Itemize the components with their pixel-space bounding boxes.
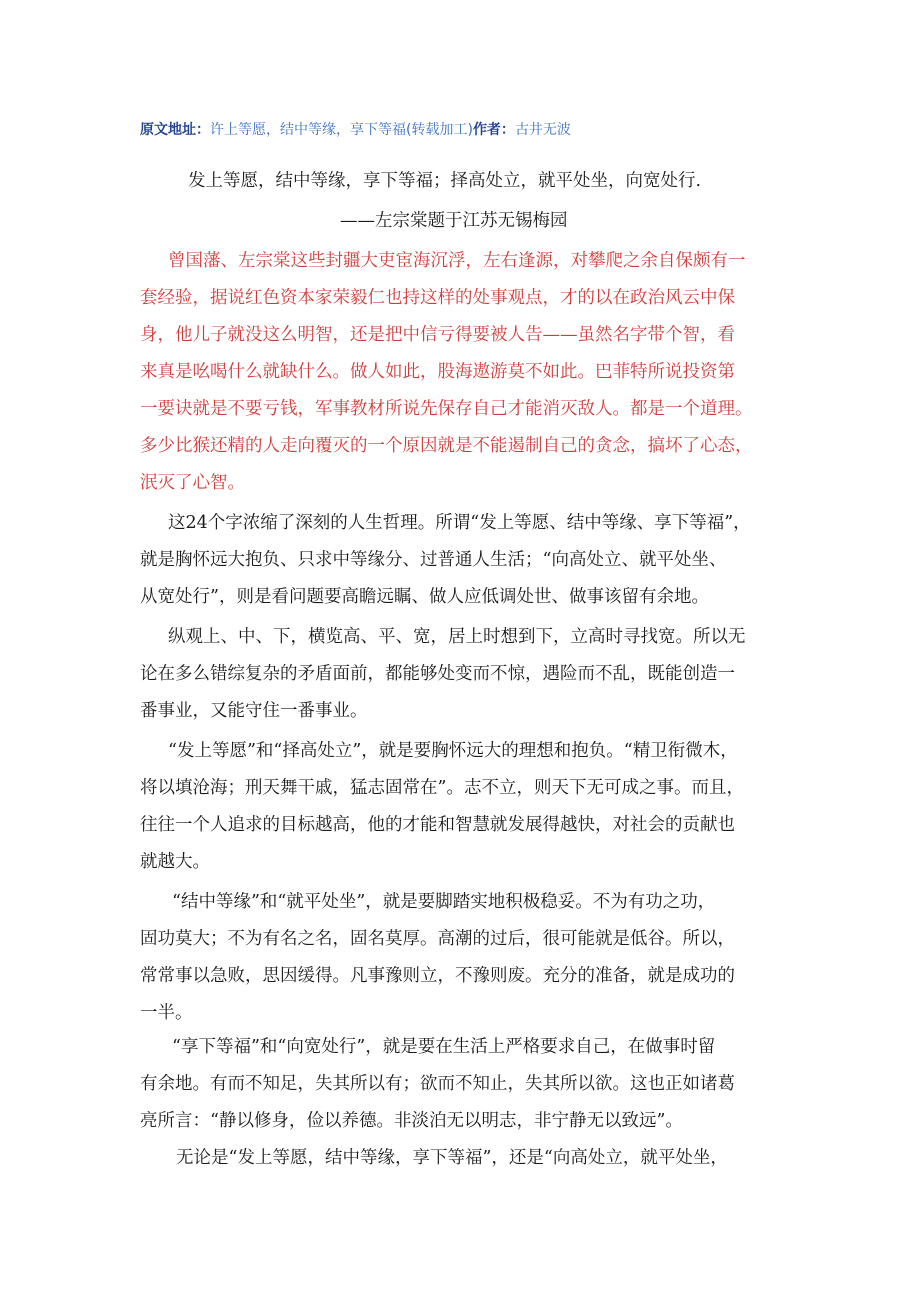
paragraph-middle bbox=[140, 884, 790, 1032]
paragraph-line: 番事业，又能守住一番事业。 bbox=[140, 701, 368, 721]
paragraph-line: 常常事以急败，思因缓得。凡事豫则立，不豫则废。充分的准备，就是成功的 bbox=[140, 966, 735, 986]
paragraph-line: 一要诀就是不要亏钱，军事教材所说先保存自己才能消灭敌人。都是一个道理。 bbox=[140, 399, 753, 419]
paragraph-upper bbox=[140, 733, 790, 881]
source-line bbox=[140, 120, 800, 140]
paragraph-line: 身，他儿子就没这么明智，还是把中信亏得要被人告——虽然名字带个智，看 bbox=[140, 325, 735, 345]
paragraph-line: 曾国藩、左宗棠这些封疆大吏宦海沉浮，左右逢源，对攀爬之余自保颇有一 bbox=[168, 251, 746, 271]
title-quote: 发上等愿，结中等缘，享下等福；择高处立，就平处坐，向宽处行. bbox=[188, 171, 702, 191]
paragraph-line: 一半。 bbox=[140, 1003, 193, 1023]
paragraph-lower bbox=[140, 1029, 790, 1140]
paragraph-line: 就是胸怀远大抱负、只求中等缘分、过普通人生活；“向高处立、就平处坐、 bbox=[140, 550, 727, 570]
author-link[interactable]: 古井无波 bbox=[514, 122, 571, 138]
paragraph-commentary bbox=[140, 243, 790, 502]
author-label: 作者： bbox=[472, 122, 515, 138]
paragraph-line: 无论是“发上等愿，结中等缘，享下等福”，还是“向高处立，就平处坐， bbox=[176, 1148, 728, 1168]
paragraph-overview bbox=[140, 619, 790, 730]
paragraph-line: 这24个字浓缩了深刻的人生哲理。所谓“发上等愿、结中等缘、享下等福”， bbox=[168, 513, 751, 533]
paragraph-line: 套经验，据说红色资本家荣毅仁也持这样的处事观点，才的以在政治风云中保 bbox=[140, 288, 735, 308]
paragraph-line: 纵观上、中、下，横览高、平、宽，居上时想到下，立高时寻找宽。所以无 bbox=[168, 627, 746, 647]
paragraph-line: “结中等缘”和“就平处坐”，就是要脚踏实地积极稳妥。不为有功之功， bbox=[172, 892, 716, 912]
paragraph-line: 固功莫大；不为有名之名，固名莫厚。高潮的过后，很可能就是低谷。所以， bbox=[140, 929, 735, 949]
paragraph-line: 多少比猴还精的人走向覆灭的一个原因就是不能遏制自己的贪念，搞坏了心态， bbox=[140, 436, 753, 456]
paragraph-line: 亮所言：“静以修身，俭以养德。非淡泊无以明志，非宁静无以致远”。 bbox=[140, 1111, 683, 1131]
paragraph-line: 就越大。 bbox=[140, 852, 210, 872]
source-label: 原文地址： bbox=[140, 122, 210, 138]
paragraph-line: “发上等愿”和“择高处立”，就是要胸怀远大的理想和抱负。“精卫衔微木， bbox=[168, 741, 738, 761]
paragraph-line: 有余地。有而不知足，失其所以有；欲而不知止，失其所以欲。这也正如诸葛 bbox=[140, 1074, 735, 1094]
quote-attribution: ——左宗棠题于江苏无锡梅园 bbox=[340, 211, 568, 231]
paragraph-line: 往往一个人追求的目标越高，他的才能和智慧就发展得越快，对社会的贡献也 bbox=[140, 815, 735, 835]
paragraph-line: “享下等福”和“向宽处行”，就是要在生活上严格要求自己，在做事时留 bbox=[172, 1037, 716, 1057]
source-link[interactable]: 许上等愿，结中等缘，享下等福(转载加工) bbox=[210, 122, 473, 138]
paragraph-line: 将以填沧海；刑天舞干戚，猛志固常在”。志不立，则天下无可成之事。而且， bbox=[140, 778, 744, 798]
paragraph-line: 来真是吆喝什么就缺什么。做人如此，股海遨游莫不如此。巴菲特所说投资第 bbox=[140, 362, 735, 382]
paragraph-conclusion bbox=[140, 1140, 790, 1177]
paragraph-line: 论在多么错综复杂的矛盾面前，都能够处变而不惊，遇险而不乱，既能创造一 bbox=[140, 664, 735, 684]
paragraph-line: 从宽处行”，则是看问题要高瞻远瞩、做人应低调处世、做事该留有余地。 bbox=[140, 587, 709, 607]
paragraph-intro bbox=[140, 505, 790, 616]
paragraph-line: 泯灭了心智。 bbox=[140, 473, 245, 493]
